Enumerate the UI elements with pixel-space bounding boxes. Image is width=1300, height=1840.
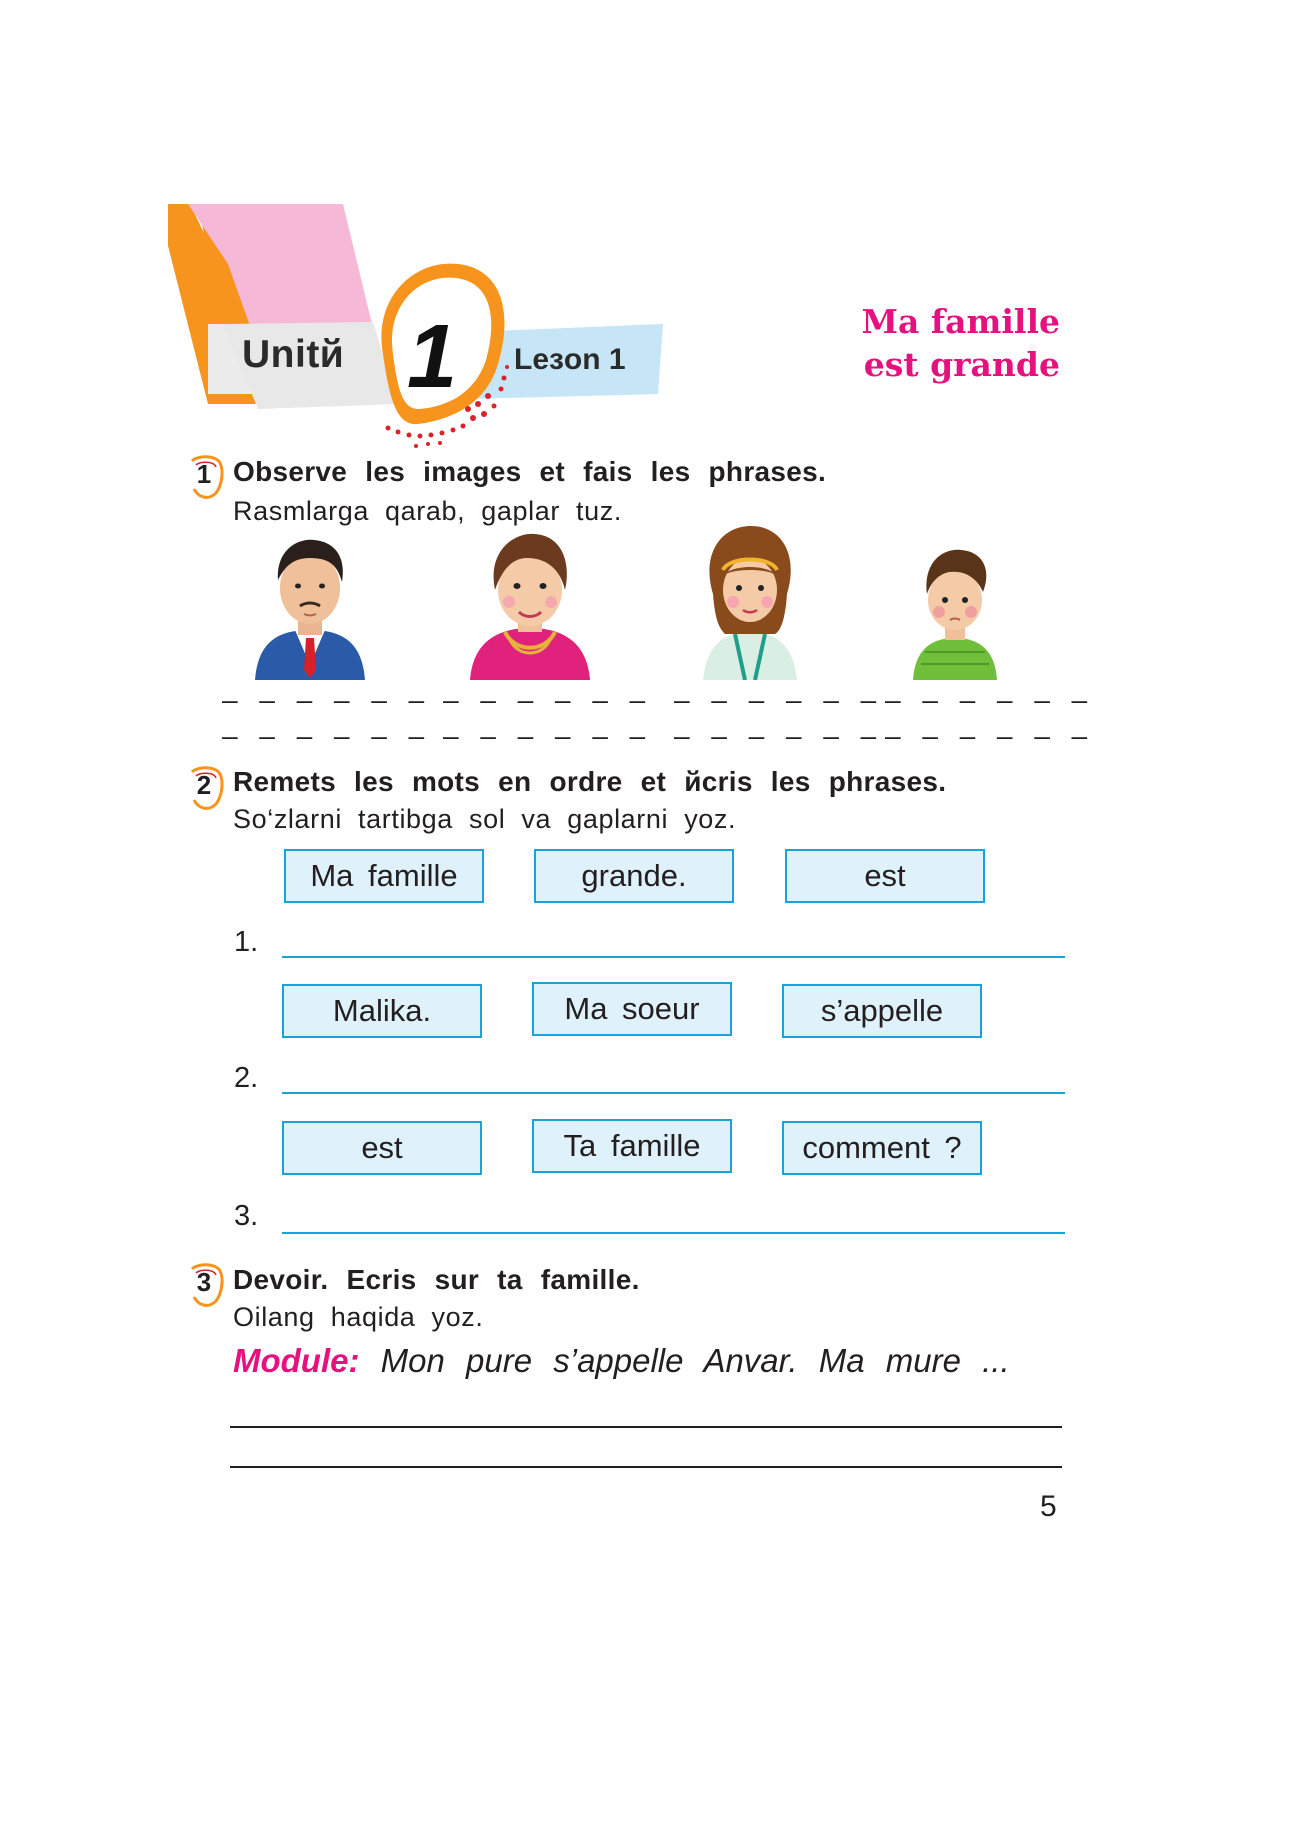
answer-dashes[interactable]: — — — — — — [222, 722, 428, 752]
unit-label: Unitй [242, 333, 345, 376]
word-card[interactable]: s’appelle [782, 984, 982, 1038]
line-number: 1. [234, 926, 259, 958]
answer-dashes[interactable]: — — — — — — [443, 686, 649, 716]
theme-title-line1: Ma famille [861, 302, 1060, 341]
father-portrait [250, 530, 370, 680]
model-label: Module: [233, 1342, 360, 1379]
exercise-2-number: 2 [196, 770, 212, 800]
answer-dashes[interactable]: — — — — — — [885, 722, 1091, 752]
exercise-1-number: 1 [196, 459, 212, 489]
exercise-2-number-badge [186, 766, 226, 806]
answer-dashes[interactable]: — — — — — — [443, 722, 649, 752]
unit-number: 1 [406, 307, 458, 407]
answer-dashes[interactable]: — — — — — — [674, 722, 880, 752]
exercise-1-title: Observe les images et fais les phrases. [233, 456, 827, 487]
word-card[interactable]: comment ? [782, 1121, 982, 1175]
line-number: 2. [234, 1062, 259, 1094]
answer-dashes[interactable]: — — — — — — [674, 686, 880, 716]
answer-line[interactable] [282, 1092, 1065, 1094]
word-card[interactable]: Ma famille [284, 849, 484, 903]
word-card[interactable]: est [785, 849, 985, 903]
exercise-3-number: 3 [196, 1267, 212, 1297]
word-card[interactable]: grande. [534, 849, 734, 903]
answer-line[interactable] [282, 956, 1065, 958]
exercise-2-subtitle: So‘zlarni tartibga sol va gaplarni yoz. [233, 804, 737, 834]
line-number: 3. [234, 1200, 259, 1232]
page-number: 5 [1040, 1490, 1057, 1523]
word-card[interactable]: est [282, 1121, 482, 1175]
theme-title-line2: est grande [863, 345, 1060, 384]
answer-dashes[interactable]: — — — — — — [885, 686, 1091, 716]
lesson-label: Leзon 1 [514, 343, 626, 376]
exercise-3-title: Devoir. Ecris sur ta famille. [233, 1264, 640, 1295]
model-text: Mon pure s’appelle Anvar. Ma mure ... [380, 1342, 1010, 1379]
lesson-theme-title [820, 300, 1060, 386]
model-sentence [233, 1342, 1010, 1380]
answer-dashes[interactable]: — — — — — — [222, 686, 428, 716]
word-card[interactable]: Ta famille [532, 1119, 732, 1173]
word-card[interactable]: Malika. [282, 984, 482, 1038]
exercise-3-number-badge [186, 1263, 226, 1303]
brother-portrait [905, 540, 1005, 680]
writing-line[interactable] [230, 1426, 1062, 1428]
word-card[interactable]: Ma soeur [532, 982, 732, 1036]
exercise-2-title: Remets les mots en ordre et йcris les phrases. [233, 766, 947, 797]
exercise-1-number-badge [186, 455, 226, 495]
mother-portrait [465, 528, 595, 680]
sister-portrait [695, 524, 805, 680]
writing-line[interactable] [230, 1466, 1062, 1468]
answer-line[interactable] [282, 1232, 1065, 1234]
exercise-1-subtitle: Rasmlarga qarab, gaplar tuz. [233, 496, 622, 526]
exercise-3-subtitle: Oilang haqida yoz. [233, 1302, 484, 1332]
